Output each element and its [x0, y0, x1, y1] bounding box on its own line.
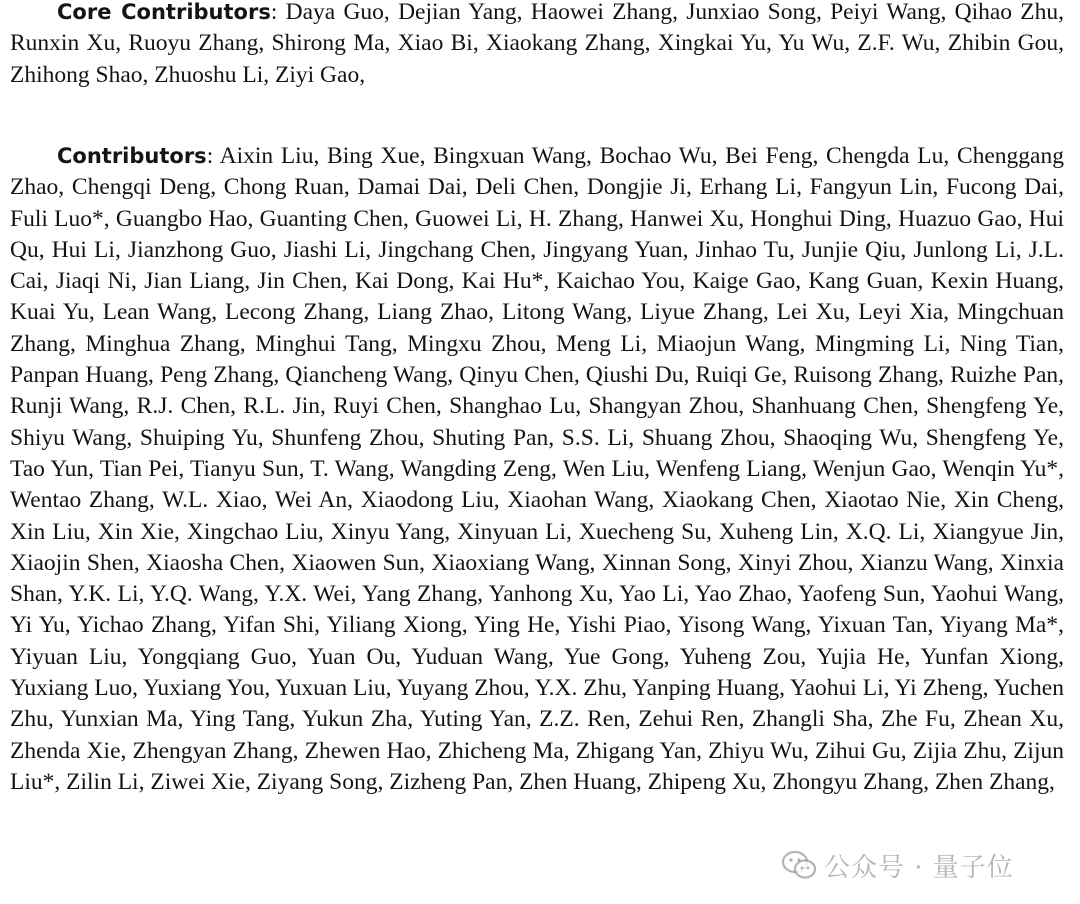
contributors-names: Aixin Liu, Bing Xue, Bingxuan Wang, Bochao Wu, Bei Feng, Chengda Lu, Chenggang Zhao, Chengqi Deng, Chong Ruan, Damai Dai, Deli Chen, Dongjie Ji, Erhang Li, Fangyun Lin, Fucong Dai, Fuli Luo*, Guangbo Hao, Guanting Chen, Guowei Li, H. Zhang, Hanwei Xu, Honghui Ding, Huazuo Gao, Hui Qu, Hui Li, Jianzhong Guo, Jiashi Li, Jingchang Chen, Jingyang Yuan, Jinhao Tu, Junjie Qiu, Junlong Li, J.L. Cai, Jiaqi Ni, Jian Liang, Jin Chen, Kai Dong, Kai Hu*, Kaichao You, Kaige Gao, Kang Guan, Kexin Huang, Kuai Yu, Lean Wang, Lecong Zhang, Liang Zhao, Litong Wang, Liyue Zhang, Lei Xu, Leyi Xia, Mingchuan Zhang, Minghua Zhang, Minghui Tang, Mingxu Zhou, Meng Li, Miaojun Wang, Mingming Li, Ning Tian, Panpan Huang, Peng Zhang, Qiancheng Wang, Qinyu Chen, Qiushi Du, Ruiqi Ge, Ruisong Zhang, Ruizhe Pan, Runji Wang, R.J. Chen, R.L. Jin, Ruyi Chen, Shanghao Lu, Shangyan Zhou, Shanhuang Chen, Shengfeng Ye, Shiyu Wang, Shuiping Yu, Shunfeng Zhou, Shuting Pan, S.S. Li, Shuang Zhou, Shaoqing Wu, Shengfeng Ye, Tao Yun, Tian Pei, Tianyu Sun, T. Wang, Wangding Zeng, Wen Liu, Wenfeng Liang, Wenjun Gao, Wenqin Yu*, Wentao Zhang, W.L. Xiao, Wei An, Xiaodong Liu, Xiaohan Wang, Xiaokang Chen, Xiaotao Nie, Xin Cheng, Xin Liu, Xin Xie, Xingchao Liu, Xinyu Yang, Xinyuan Li, Xuecheng Su, Xuheng Lin, X.Q. Li, Xiangyue Jin, Xiaojin Shen, Xiaosha Chen, Xiaowen Sun, Xiaoxiang Wang, Xinnan Song, Xinyi Zhou, Xianzu Wang, Xinxia Shan, Y.K. Li, Y.Q. Wang, Y.X. Wei, Yang Zhang, Yanhong Xu, Yao Li, Yao Zhao, Yaofeng Sun, Yaohui Wang, Yi Yu, Yichao Zhang, Yifan Shi, Yiliang Xiong, Ying He, Yishi Piao, Yisong Wang, Yixuan Tan, Yiyang Ma*, Yiyuan Liu, Yongqiang Guo, Yuan Ou, Yuduan Wang, Yue Gong, Yuheng Zou, Yujia He, Yunfan Xiong, Yuxiang Luo, Yuxiang You, Yuxuan Liu, Yuyang Zhou, Y.X. Zhu, Yanping Huang, Yaohui Li, Yi Zheng, Yuchen Zhu, Yunxian Ma, Ying Tang, Yukun Zha, Yuting Yan, Z.Z. Ren, Zehui Ren, Zhangli Sha, Zhe Fu, Zhean Xu, Zhenda Xie, Zhengyan Zhang, Zhewen Hao, Zhicheng Ma, Zhigang Yan, Zhiyu Wu, Zihui Gu, Zijia Zhu, Zijun Liu*, Zilin Li, Ziwei Xie, Ziyang Song, Zizheng Pan, Zhen Huang, Zhipeng Xu, Zhongyu Zhang, Zhen Zhang, [10, 143, 1064, 795]
core-contributors-label: Core Contributors [57, 0, 271, 24]
contributors-label: Contributors [57, 144, 207, 168]
label-colon: : [270, 0, 286, 25]
label-colon: : [206, 143, 220, 169]
core-contributors-paragraph [10, 0, 1064, 91]
watermark [782, 845, 1052, 885]
wechat-icon [782, 850, 816, 880]
watermark-text: 公众号 · 量子位 [824, 852, 1014, 883]
core-contributors-names: Daya Guo, Dejian Yang, Haowei Zhang, Junxiao Song, Peiyi Wang, Qihao Zhu, Runxin Xu, Ruoyu Zhang, Shirong Ma, Xiao Bi, Xiaokang Zhang, Xingkai Yu, Yu Wu, Z.F. Wu, Zhibin Gou, Zhihong Shao, Zhuoshu Li, Ziyi Gao, [10, 0, 1065, 88]
contributors-paragraph [10, 141, 1064, 798]
